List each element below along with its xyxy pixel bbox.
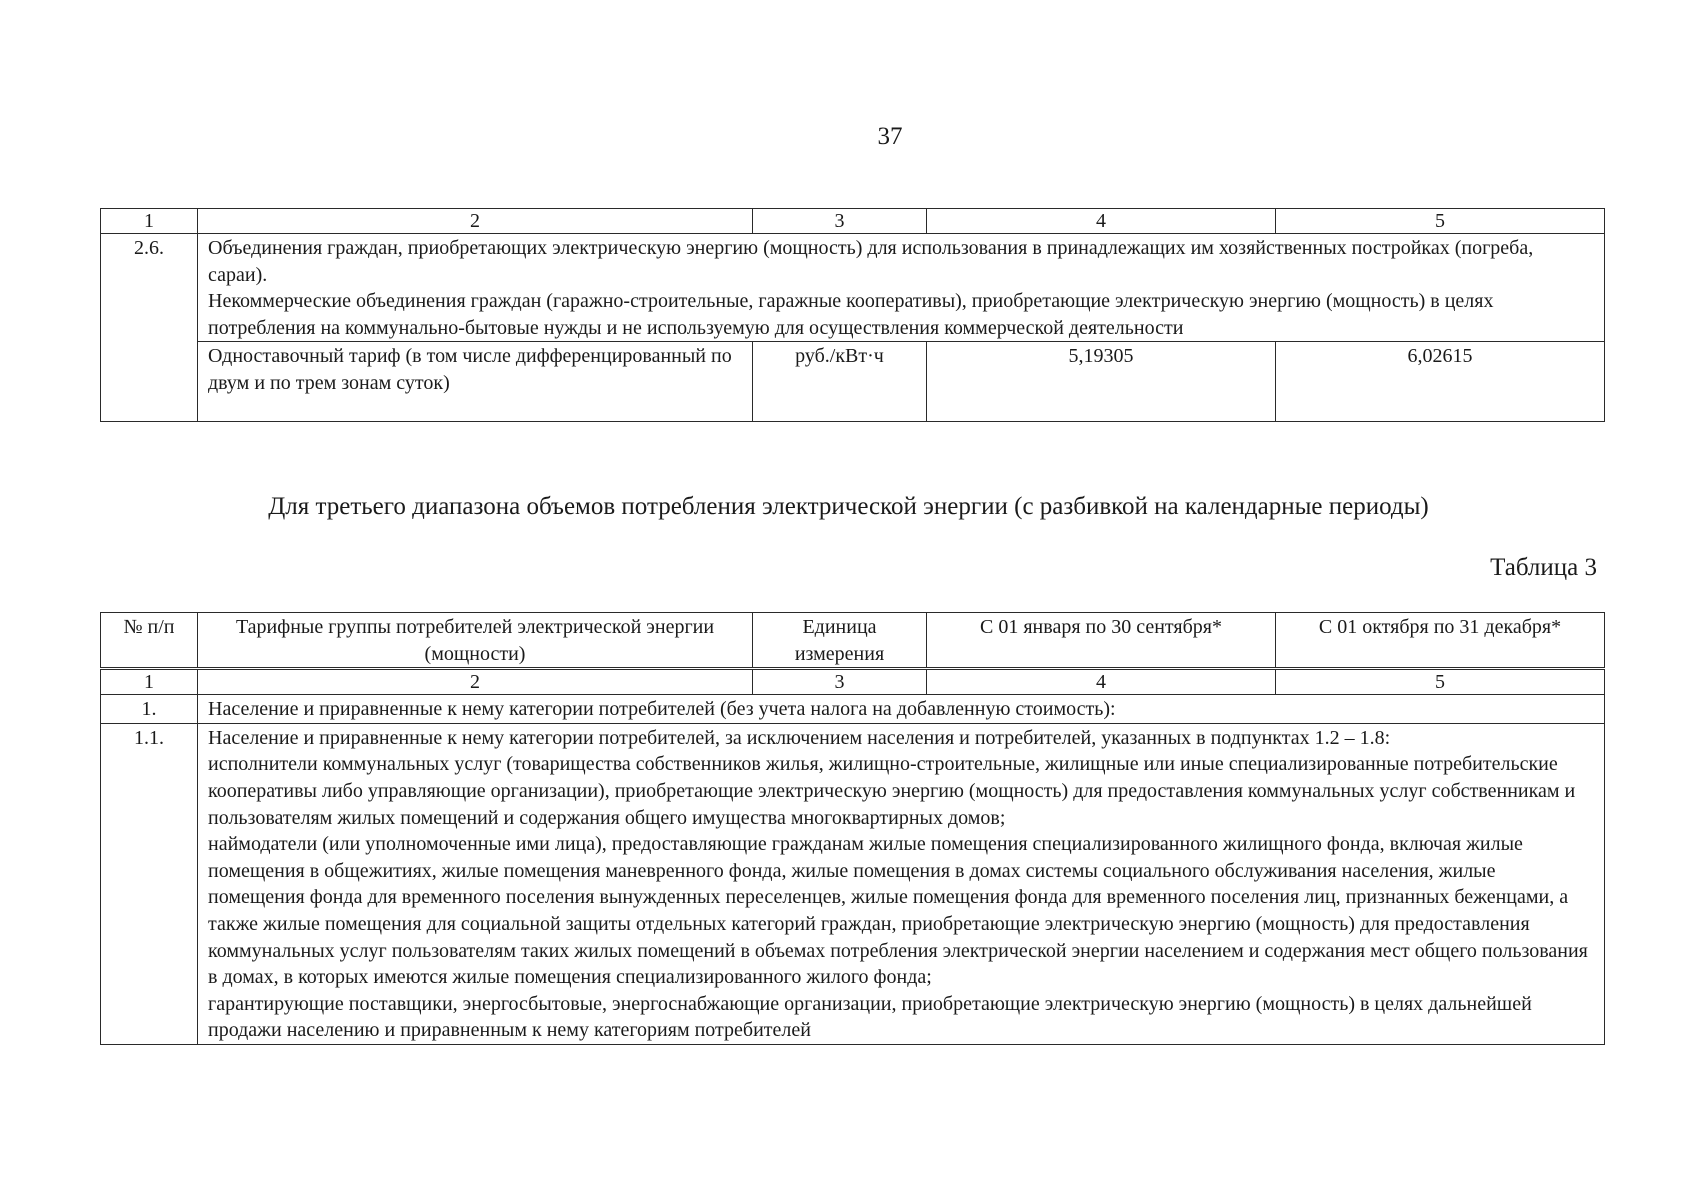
column-number: 1 <box>101 209 198 234</box>
description-paragraph: наймодатели (или уполномоченные ими лица), предоставляющие гражданам жилые помещения специализированного жилищного фонда, включая жилые помещения в общежитиях, жилые помещения маневренного фонда, жилые помещения в домах системы социального обслуживания населения, жилые помещения фонда для временного поселения вынужденных переселенцев, жилые помещения фонда для временного поселения лиц, признанных беженцами, а также жилые помещения для социальной защиты отдельных категорий граждан, приобретающие электрическую энергию (мощность) для предоставления коммунальных услуг пользователям таких жилых помещений в объемах потребления электрической энергии населением и содержания мест общего пользования в домах, в которых имеются жилые помещения специализированного жилого фонда; <box>208 833 1588 989</box>
column-number: 4 <box>927 209 1276 234</box>
tariff-value-period-1: 5,19305 <box>927 342 1276 422</box>
header-period-1: С 01 января по 30 сентября* <box>927 613 1276 669</box>
column-number: 5 <box>1276 209 1605 234</box>
table-row <box>101 723 1605 1044</box>
column-number: 3 <box>753 669 927 695</box>
tariff-value-period-2: 6,02615 <box>1276 342 1605 422</box>
description-paragraph: Объединения граждан, приобретающих электрическую энергию (мощность) для использования в принадлежащих им хозяйственных постройках (погреба, сараи). <box>208 237 1534 286</box>
table-label: Таблица 3 <box>1490 554 1597 581</box>
row-description <box>198 234 1605 342</box>
description-paragraph: гарантирующие поставщики, энергосбытовые, энергоснабжающие организации, приобретающие электрическую энергию (мощность) в целях дальнейшей продажи населению и приравненным к нему категориям потребителей <box>208 992 1532 1042</box>
column-number: 1 <box>101 669 198 695</box>
column-number: 2 <box>198 669 753 695</box>
column-number: 5 <box>1276 669 1605 695</box>
row-description <box>198 695 1605 724</box>
header-period-2: С 01 октября по 31 декабря* <box>1276 613 1605 669</box>
description-paragraph: Население и приравненные к нему категории потребителей (без учета налога на добавленную стоимость): <box>208 698 1116 721</box>
tariff-name: Одноставочный тариф (в том числе дифференцированный по двум и по трем зонам суток) <box>198 342 753 422</box>
tariff-unit: руб./кВт·ч <box>753 342 927 422</box>
description-paragraph: исполнители коммунальных услуг (товарищества собственников жилья, жилищно-строительные, жилищные или иные специализированные потребительские кооперативы либо управляющие организации), приобретающие электрическую энергию (мощность) для предоставления коммунальных услуг собственникам и пользователям жилых помещений и содержания общего имущества многоквартирных домов; <box>208 753 1576 829</box>
description-paragraph: Население и приравненные к нему категории потребителей, за исключением населения и потребителей, указанных в подпунктах 1.2 – 1.8: <box>208 726 1391 749</box>
row-number: 1. <box>101 695 198 724</box>
column-number: 4 <box>927 669 1276 695</box>
page-number: 37 <box>877 123 903 150</box>
header-group: Тарифные группы потребителей электрической энергии (мощности) <box>198 613 753 669</box>
section-heading: Для третьего диапазона объемов потребления электрической энергии (с разбивкой на календарные периоды) <box>268 493 1429 520</box>
row-number: 1.1. <box>101 723 198 1044</box>
column-number-row <box>101 209 1605 234</box>
header-row <box>101 613 1605 669</box>
table-row <box>101 695 1605 724</box>
column-number-row <box>101 669 1605 695</box>
tariff-row <box>101 342 1605 422</box>
header-unit: Единица измерения <box>753 613 927 669</box>
table-row <box>101 234 1605 342</box>
column-number: 3 <box>753 209 927 234</box>
description-paragraph: Некоммерческие объединения граждан (гаражно-строительные, гаражные кооперативы), приобретающие электрическую энергию (мощность) в целях потребления на коммунально-бытовые нужды и не используемую для осуществления коммерческой деятельности <box>208 290 1494 339</box>
header-number: № п/п <box>101 613 198 669</box>
column-number: 2 <box>198 209 753 234</box>
tariff-table-continued <box>100 208 1605 422</box>
row-description <box>198 723 1605 1044</box>
tariff-table-3 <box>100 612 1605 1045</box>
row-number: 2.6. <box>101 234 198 422</box>
